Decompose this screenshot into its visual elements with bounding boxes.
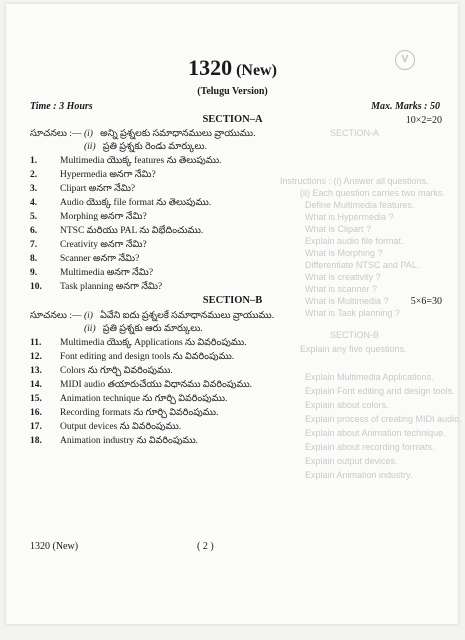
question-text: MIDI audio తయారుచేయు విధానము వివరింపుము. [60, 380, 253, 390]
bleed-line: Define Multimedia features. [305, 200, 415, 210]
section-a-note [84, 141, 207, 154]
time-label: Time : 3 Hours [30, 101, 93, 112]
bleed-line: Explain any five questions. [300, 344, 407, 354]
question-text: Multimedia యొక్క features ను తెలుపుము. [60, 156, 222, 166]
note-text: ఏవేని ఐదు ప్రశ్నలకే సమాధానములు వ్రాయుము. [100, 311, 275, 321]
section-b-marks: 5×6=30 [410, 296, 442, 307]
bleed-line: Explain audio file format. [305, 236, 404, 246]
bleed-line: Explain process of creating MIDI audio. [305, 414, 462, 424]
question-number: 6. [30, 226, 38, 236]
question-text: Output devices ను వివరింపుము. [60, 422, 182, 432]
paper-code-title [0, 55, 465, 81]
bleed-line: (ii) Each question carries two marks. [300, 188, 446, 198]
question-text: Task planning అనగా నేమి? [60, 282, 163, 292]
question-number: 5. [30, 212, 38, 222]
question-text: Recording formats ను గూర్చి వివరింపుము. [60, 408, 219, 418]
question-item [30, 239, 147, 252]
section-a-title: SECTION–A [202, 114, 263, 125]
question-number: 16. [30, 408, 42, 418]
question-item [30, 435, 198, 448]
question-number: 3. [30, 184, 38, 194]
question-item [30, 211, 147, 224]
question-number: 1. [30, 156, 38, 166]
question-text: Scanner అనగా నేమి? [60, 254, 140, 264]
question-text: Animation technique ను గూర్చి వివరింపుము. [60, 394, 228, 404]
question-text: Audio యొక్క file format ను తెలుపుము. [60, 198, 212, 208]
paper-tag: (New) [236, 62, 277, 79]
note-text: అన్ని ప్రశ్నలకు సమాధానములు వ్రాయుము. [100, 129, 256, 139]
question-text: Colors ను గూర్చి వివరింపుము. [60, 366, 173, 376]
question-item [30, 421, 181, 434]
bleed-line: SECTION-B [330, 330, 380, 340]
question-item [30, 155, 222, 168]
note-number: (ii) [84, 142, 96, 152]
question-item [30, 169, 156, 182]
question-item [30, 407, 218, 420]
bleed-line: What is scanner ? [305, 284, 378, 294]
bleed-line: What is Task planning ? [305, 308, 400, 318]
question-item [30, 183, 135, 196]
bleed-line: Explain Animation industry. [305, 470, 413, 480]
section-a-note-label: సూచనలు :— [30, 129, 82, 139]
bleed-line: SECTION-A [330, 128, 380, 138]
question-number: 14. [30, 380, 42, 390]
question-number: 4. [30, 198, 38, 208]
bleed-line: Explain about Animation technique. [305, 428, 446, 438]
question-item [30, 365, 173, 378]
section-b-note [84, 310, 274, 323]
section-b-note [84, 323, 203, 336]
note-number: (i) [84, 311, 93, 321]
question-number: 13. [30, 366, 42, 376]
bleed-line: Differentiate NTSC and PAL. [305, 260, 420, 270]
note-number: (i) [84, 129, 93, 139]
section-a-note [84, 128, 255, 141]
note-text: ప్రతి ప్రశ్నకు రెండు మార్కులు. [102, 142, 207, 152]
question-item [30, 267, 153, 280]
question-text: Morphing అనగా నేమి? [60, 212, 147, 222]
question-number: 18. [30, 436, 42, 446]
question-item [30, 351, 234, 364]
question-number: 10. [30, 282, 42, 292]
bleed-line: Explain Font editing and design tools. [305, 386, 455, 396]
bleed-line: What is Multimedia ? [305, 296, 389, 306]
question-number: 2. [30, 170, 38, 180]
question-text: Animation industry ను వివరింపుము. [60, 436, 199, 446]
question-item [30, 281, 162, 294]
question-item [30, 253, 139, 266]
question-number: 7. [30, 240, 38, 250]
footer-paper-code: 1320 (New) [30, 541, 79, 552]
note-text: ప్రతి ప్రశ్నకు ఆరు మార్కులు. [102, 324, 203, 334]
bleed-line: Explain Multimedia Applications. [305, 372, 434, 382]
question-number: 17. [30, 422, 42, 432]
question-item [30, 197, 211, 210]
question-number: 15. [30, 394, 42, 404]
question-item [30, 379, 252, 392]
question-number: 11. [30, 338, 42, 348]
paper-code: 1320 [188, 55, 233, 80]
question-text: Hypermedia అనగా నేమి? [60, 170, 156, 180]
section-b-title: SECTION–B [202, 295, 263, 306]
max-marks-label: Max. Marks : 50 [371, 101, 440, 112]
bleed-line: Explain output devices. [305, 456, 398, 466]
bleed-line: Explain about recording formats. [305, 442, 435, 452]
question-item [30, 225, 203, 238]
question-text: Font editing and design tools ను వివరింపుము. [60, 352, 235, 362]
page-number: ( 2 ) [197, 541, 214, 552]
bleed-line: What is Morphing ? [305, 248, 383, 258]
note-number: (ii) [84, 324, 96, 334]
section-a-marks: 10×2=20 [405, 115, 442, 126]
bleed-line: Explain about colors. [305, 400, 389, 410]
question-item [30, 393, 227, 406]
section-b-note-label: సూచనలు :— [30, 311, 82, 321]
question-text: Multimedia అనగా నేమి? [60, 268, 154, 278]
watermark-stamp: V [395, 50, 415, 70]
bleed-line: What is creativity ? [305, 272, 381, 282]
question-text: Clipart అనగా నేమి? [60, 184, 136, 194]
question-number: 12. [30, 352, 42, 362]
bleed-line: Instructions : (i) Answer all questions. [280, 176, 429, 186]
question-number: 8. [30, 254, 38, 264]
bleed-line: What is Hypermedia ? [305, 212, 394, 222]
question-number: 9. [30, 268, 38, 278]
question-item [30, 337, 247, 350]
bleed-line: What is Clipart ? [305, 224, 372, 234]
question-text: Multimedia యొక్క Applications ను వివరింపుము. [60, 338, 247, 348]
question-text: NTSC మరియు PAL ను విభేదించుము. [60, 226, 204, 236]
question-text: Creativity అనగా నేమి? [60, 240, 147, 250]
version-label: (Telugu Version) [197, 86, 268, 97]
